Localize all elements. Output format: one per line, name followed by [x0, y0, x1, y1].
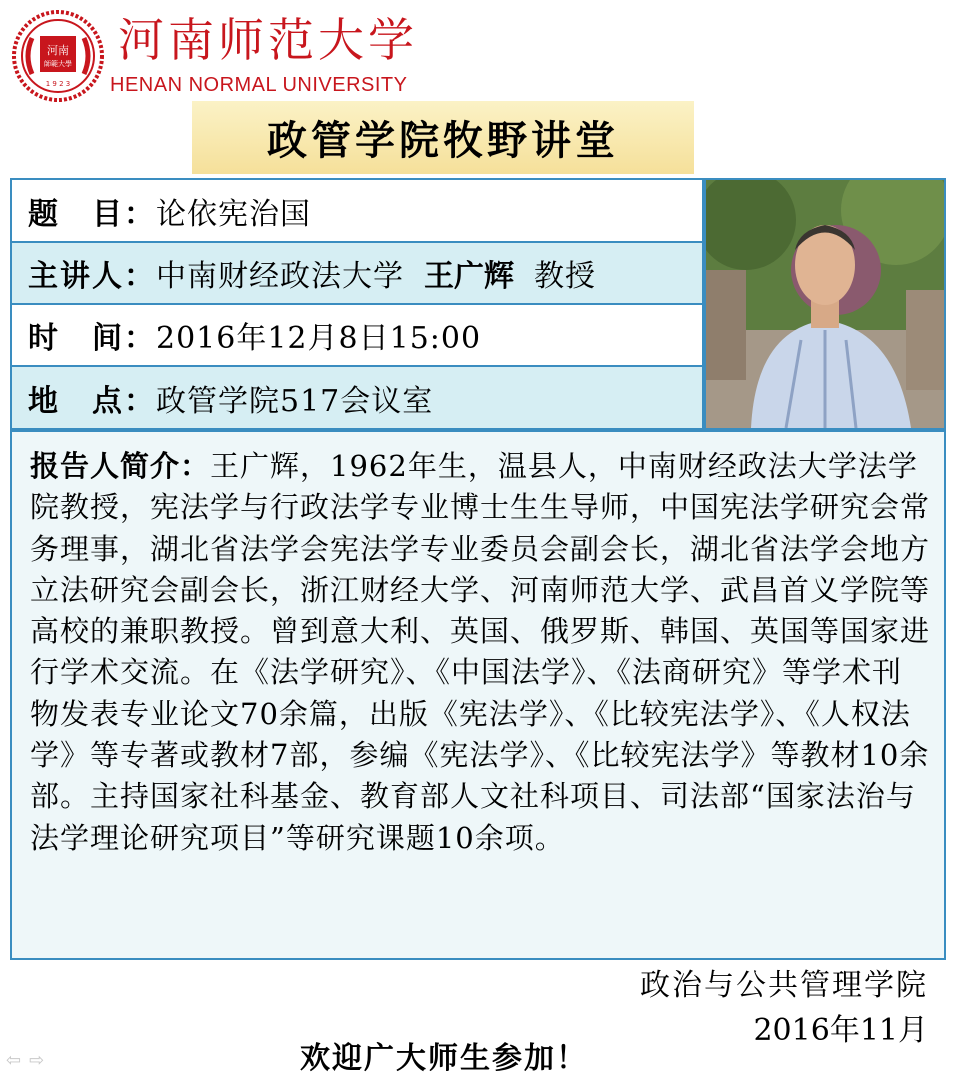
speaker-row	[12, 243, 702, 305]
university-name-cn: 河南师范大学	[118, 13, 418, 67]
topic-label: 题 目：	[28, 196, 156, 232]
slide-nav[interactable]	[6, 1050, 52, 1071]
speaker-title: 教授	[534, 259, 596, 294]
speaker-bio	[10, 430, 946, 960]
lecture-series-banner	[192, 101, 694, 174]
place-row	[12, 367, 702, 428]
organizer-name: 政治与公共管理学院	[640, 968, 928, 1003]
university-name-en: HENAN NORMAL UNIVERSITY	[110, 74, 408, 96]
university-seal-logo	[10, 8, 106, 104]
topic-value: 论依宪治国	[156, 196, 311, 232]
next-slide-icon[interactable]: ⇨	[29, 1050, 53, 1071]
speaker-photo	[704, 178, 946, 430]
seal-year: 1 9 2 3	[45, 80, 71, 88]
place-label: 地 点：	[28, 383, 156, 419]
time-label: 时 间：	[28, 321, 156, 356]
time-row	[12, 305, 702, 367]
speaker-name: 王广辉	[424, 259, 514, 294]
notice-date: 2016年11月	[753, 1013, 928, 1048]
speaker-label: 主讲人：	[28, 259, 156, 294]
speaker-org: 中南财经政法大学	[156, 259, 404, 294]
seal-subtext: 師範大學	[44, 60, 72, 68]
welcome-text: 欢迎广大师生参加！	[300, 1041, 588, 1076]
topic-row	[12, 180, 702, 243]
time-value: 2016年12月8日15:00	[156, 321, 482, 356]
seal-text: 河南	[47, 44, 69, 57]
lecture-info-table	[10, 178, 704, 430]
lecture-series-title: 政管学院牧野讲堂	[267, 117, 619, 164]
prev-slide-icon[interactable]: ⇦	[6, 1050, 30, 1071]
place-value: 政管学院517会议室	[156, 383, 434, 419]
bio-text: 王广辉，1962年生，温县人，中南财经政法大学法学院教授，宪法学与行政法学专业博士生生导师，中国宪法学研究会常务理事，湖北省法学会宪法学专业委员会副会长，湖北省法学会地方立法研究会副会长，浙江财经大学、河南师范大学、武昌首义学院等高校的兼职教授。曾到意大利、英国、俄罗斯、韩国、英国等国家进行学术交流。在《法学研究》、《中国法学》、《法商研究》等学术刊物发表专业论文70余篇，出版《宪法学》、《比较宪法学》、《人权法学》等专著或教材7部，参编《宪法学》、《比较宪法学》等教材10余部。主持国家社科基金、教育部人文社科项目、司法部“国家法治与法学理论研究项目”等研究课题10余项。	[30, 449, 931, 855]
bio-label: 报告人简介：	[30, 449, 211, 483]
